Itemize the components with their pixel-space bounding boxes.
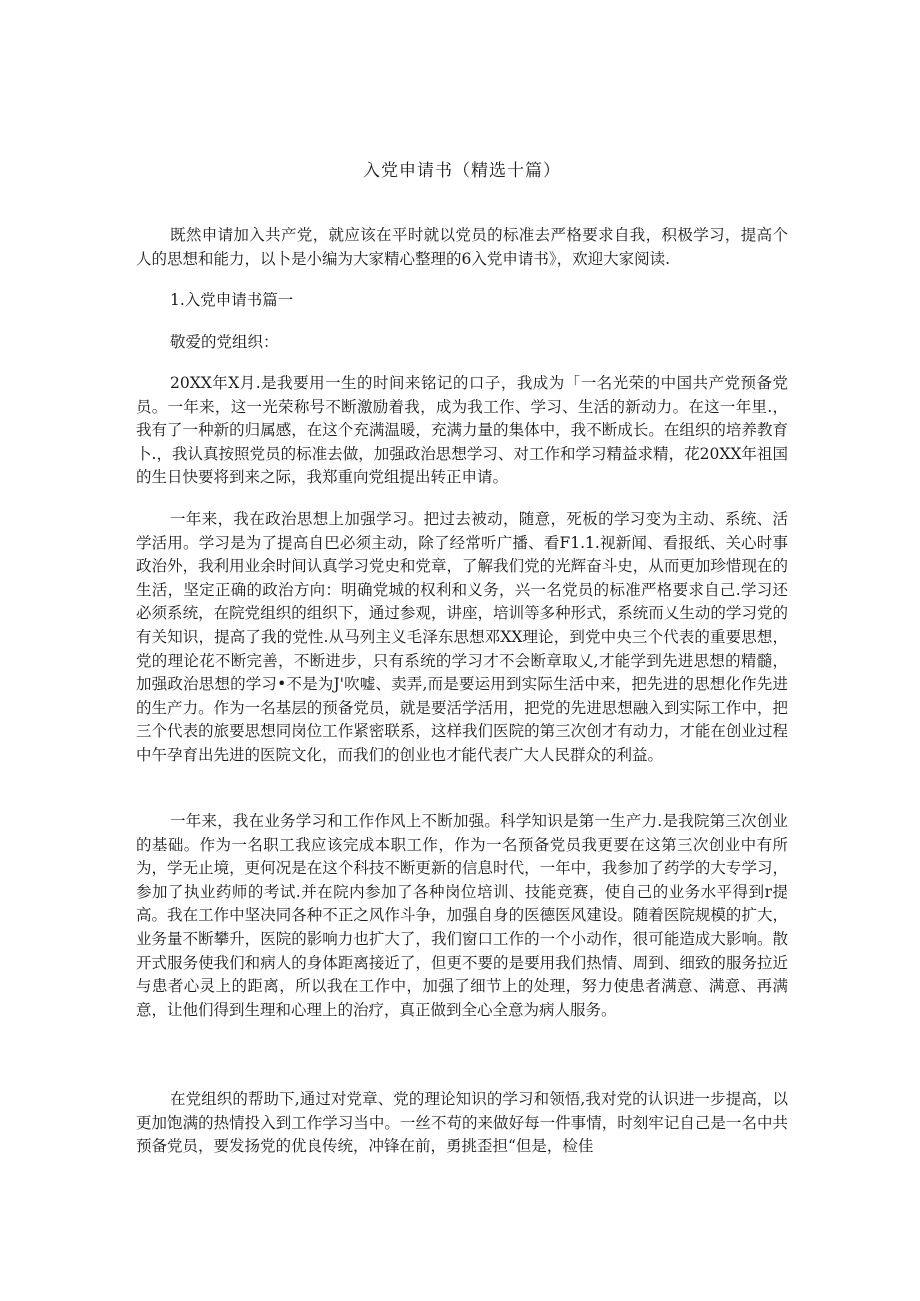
body-paragraph-4: 在党组织的帮助下,通过对党章、党的理论知识的学习和领悟,我对党的认识进一步提高，以更加饱满的热情投入到工作学习当中。一丝不苟的来做好每一件事情，时刻牢记自己是一名中共预备党员，要发扬党的优良传统，冲锋在前，勇挑歪担“但是，检佳 — [136, 1090, 788, 1156]
section-heading: 1.入党申请书篇一 — [170, 291, 294, 309]
intro-paragraph: 既然申请加入共产党，就应该在平时就以党员的标准去严格要求自我，积极学习，提高个人的思想和能力，以卜是小编为大家精心整理的6入党申请书》，欢迎大家阅读. — [136, 226, 788, 268]
document-title: 入党申请书（精选十篇） — [363, 161, 561, 181]
body-paragraph-1: 20XX年X月.是我要用一生的时间来铭记的口子，我成为「一名光荣的中国共产党预备党员。一年来，这一光荣称号不断激励着我，成为我工作、学习、生活的新动力。在这一年里.，我有了一种新的归属感，在这个充满温暖，充满力量的集体中，我不断成长。在组织的培养教育卜.，我认真按照党员的标准去做，加强政治思想学习、对工作和学习精益求精，花20XX年祖国的生日快要将到来之际，我郑重向党组提出转正申请。 — [136, 374, 788, 487]
salutation: 敬爱的党组织： — [170, 333, 279, 351]
body-paragraph-3: 一年来，我在业务学习和工作作风上不断加强。科学知识是第一生产力.是我院第三次创业的基础。作为一名职工我应该完成本职工作，作为一名预备党员我更要在这第三次创业中有所为，学无止境，更何况是在这个科技不断更新的信息时代，一年中，我参加了药学的大专学习，参加了执业药师的考试.并在院内参加了各种岗位培训、技能竞赛，使自己的业务水平得到r提高。我在工作中坚决同各种不正之风作斗争，加强自身的医德医风建设。随着医院规模的扩大，业务量不断攀升，医院的影响力也扩大了，我们窗口工作的一个小动作，很可能造成大影响。散开式服务使我们和病人的身体距离接近了，但更不要的是要用我们热情、周到、细致的服务拉近与患者心灵上的距离，所以我在工作中，加强了细节上的处理，努力使患者满意、满意、再满意，让他们得到生理和心理上的治疗，真正做到全心全意为病人服务。 — [136, 812, 788, 1019]
body-paragraph-2: 一年来，我在政治思想上加强学习。把过去被动，随意，死板的学习变为主动、系统、活学活用。学习是为了提高自巴必须主动，除了经常听广播、看F1.1.视新闻、看报纸、关心时事政治外，我利用业余时间认真学习党史和党章，了解我们党的光辉奋斗史，从而更加珍惜现在的生活，坚定正确的政治方向：明确党城的权利和义务，兴一名党员的标准严格要求自己.学习还必须系统，在院党组织的组织下，通过参观，讲座，培训等多种形式，系统而乂生动的学习党的有关知识，提高了我的党性.从马列主义毛泽东思想邓XX理论，到党中央三个代表的重要思想，党的理论花不断完善，不断进步，只有系统的学习才不会断章取乂,才能学到先进思想的精髓，加强政治思想的学习•不是为J'吹嘘、卖弄,而是要运用到实际生活中来，把先进的思想化作先进的生产力。作为一名基层的预备党员，就是要活学活用，把党的先进思想融入到实际工作中，把三个代表的旅要思想同岗位工作紧密联系，这样我们医院的第三次创才有动力，才能在创业过程中午孕育出先进的医院文化，而我们的创业也才能代表广大人民群众的利益。 — [136, 510, 788, 764]
